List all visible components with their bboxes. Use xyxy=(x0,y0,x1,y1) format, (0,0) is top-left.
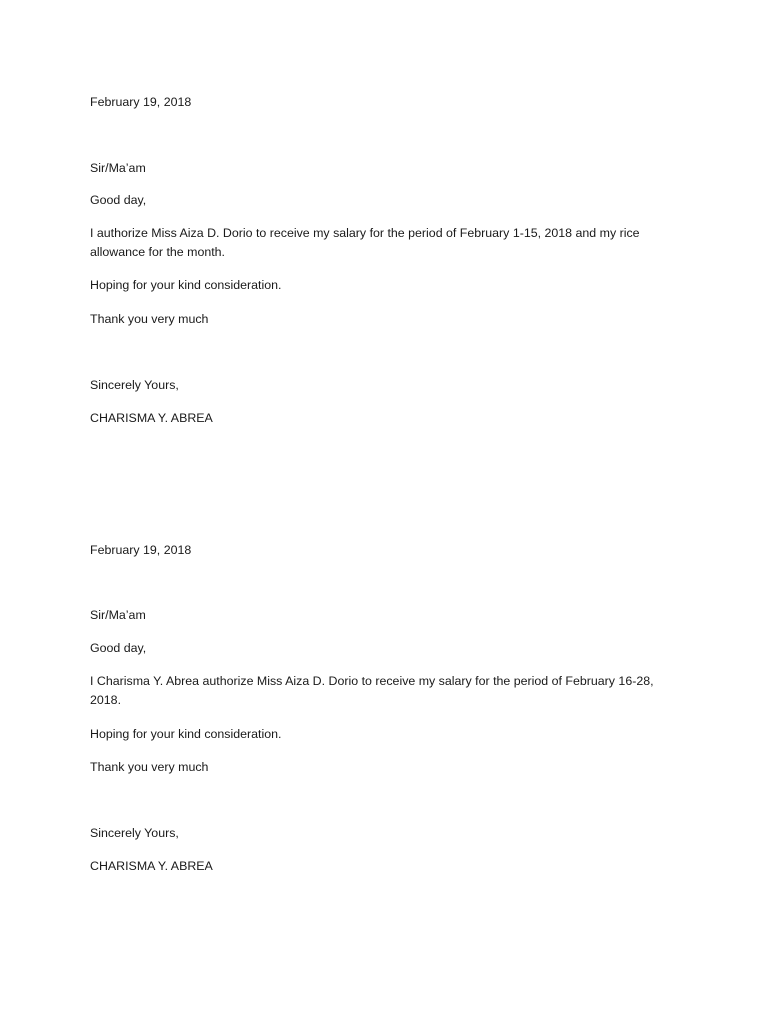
letter-body-line-2: 2018. xyxy=(90,693,122,707)
letter-greeting: Good day, xyxy=(90,193,147,207)
letter-signature-name: CHARISMA Y. ABREA xyxy=(90,411,213,425)
letter-closing: Sincerely Yours, xyxy=(90,378,179,392)
letter-date: February 19, 2018 xyxy=(90,543,192,557)
letter-salutation: Sir/Ma’am xyxy=(90,608,146,622)
letter-body-line-2: allowance for the month. xyxy=(90,245,225,259)
letter-body-line-1: I authorize Miss Aiza D. Dorio to receive my salary for the period of February 1-15, 2018 and my rice xyxy=(90,226,640,240)
letter-hoping: Hoping for your kind consideration. xyxy=(90,727,282,741)
letter-greeting: Good day, xyxy=(90,641,147,655)
letter-body-line-1: I Charisma Y. Abrea authorize Miss Aiza D. Dorio to receive my salary for the period of February 16-28, xyxy=(90,674,654,688)
letter-thanks: Thank you very much xyxy=(90,760,209,774)
letter-thanks: Thank you very much xyxy=(90,312,209,326)
letter-date: February 19, 2018 xyxy=(90,95,192,109)
letter-signature-name: CHARISMA Y. ABREA xyxy=(90,859,213,873)
letter-hoping: Hoping for your kind consideration. xyxy=(90,278,282,292)
letter-salutation: Sir/Ma’am xyxy=(90,161,146,175)
letter-closing: Sincerely Yours, xyxy=(90,826,179,840)
